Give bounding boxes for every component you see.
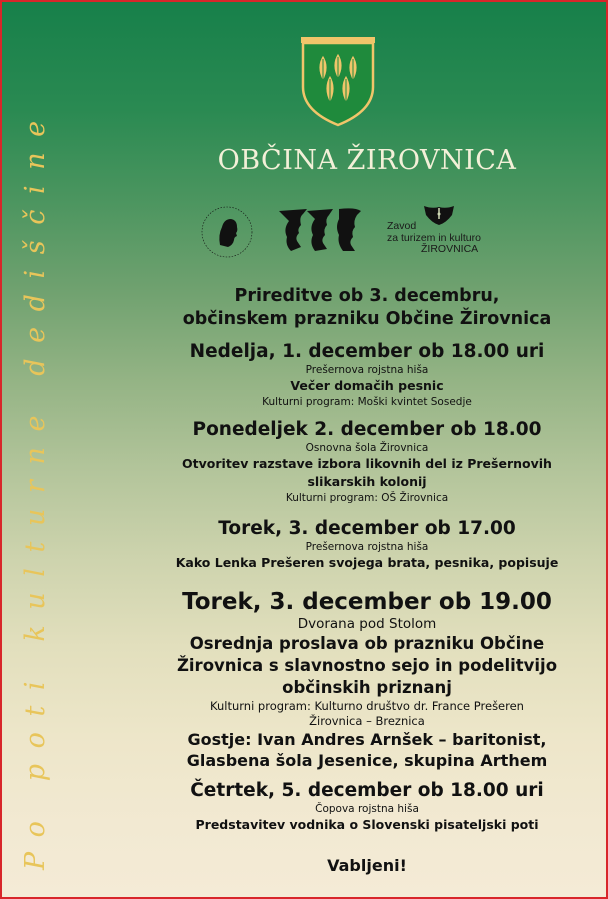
event-program-line-2: Žirovnica – Breznica	[309, 714, 425, 728]
event-date: Četrtek, 5. december ob 18.00 uri	[190, 780, 544, 801]
event-guests-line-1: Gostje: Ivan Andres Arnšek – baritonist,	[187, 730, 547, 749]
event-title-line-1: Osrednja proslava ob prazniku Občine	[189, 634, 545, 653]
event-title: Predstavitev vodnika o Slovenski pisateljski poti	[195, 817, 539, 832]
event-listing	[142, 285, 592, 876]
event-title-line-2: slikarskih kolonij	[307, 474, 427, 489]
event-title: Večer domačih pesnic	[290, 378, 444, 393]
municipality-name: OBČINA ŽIROVNICA	[217, 145, 517, 176]
event-date: Nedelja, 1. december ob 18.00 uri	[189, 341, 545, 362]
event-date: Torek, 3. december ob 19.00	[182, 589, 552, 615]
event-date: Ponedeljek 2. december ob 18.00	[192, 419, 542, 440]
poster-heading	[142, 285, 592, 331]
event-2	[142, 418, 592, 505]
kd-france-preseren-logo-icon	[200, 205, 254, 259]
zavod-line1: Zavod	[387, 220, 417, 232]
event-title-line-1: Otvoritev razstave izbora likovnih del iz Prešernovih	[182, 456, 552, 471]
event-3	[142, 517, 592, 572]
event-venue: Prešernova rojstna hiša	[305, 364, 429, 376]
event-guests-line-2: Glasbena šola Jesenice, skupina Arthem	[186, 751, 548, 770]
event-5	[142, 779, 592, 834]
partner-logos	[197, 199, 487, 259]
event-program: Kulturni program: Moški kvintet Sosedje	[262, 396, 472, 408]
event-title-line-2: Žirovnica s slavnostno sejo in podelitvijo	[176, 656, 558, 675]
event-program: Kulturni program: OŠ Žirovnica	[285, 492, 449, 504]
event-date: Torek, 3. december ob 17.00	[218, 518, 516, 539]
event-1	[142, 340, 592, 409]
event-venue: Dvorana pod Stolom	[297, 616, 437, 632]
closing-invitation: Vabljeni!	[327, 856, 407, 875]
event-program-line-1: Kulturni program: Kulturno društvo dr. France Prešeren	[210, 699, 524, 713]
heading-line-2: občinskem prazniku Občine Žirovnica	[182, 309, 552, 329]
event-title: Kako Lenka Prešeren svojega brata, pesnika, popisuje	[175, 555, 559, 570]
vertical-slogan: Po poti kulturne dediščine	[20, 105, 51, 870]
silhouettes-logo-icon	[277, 205, 377, 253]
event-venue: Čopova rojstna hiša	[315, 803, 419, 815]
event-4-main-ceremony	[142, 588, 592, 771]
zavod-line3: ŽIROVNICA	[421, 243, 479, 255]
event-venue: Osnovna šola Žirovnica	[305, 442, 429, 454]
heading-line-1: Prireditve ob 3. decembru,	[234, 286, 500, 306]
event-title-line-3: občinskih priznanj	[282, 678, 452, 697]
zavod-line2: za turizem in kulturo	[387, 231, 481, 244]
event-venue: Prešernova rojstna hiša	[305, 541, 429, 553]
zavod-logo-text	[387, 221, 487, 256]
coat-of-arms-icon	[301, 35, 375, 127]
